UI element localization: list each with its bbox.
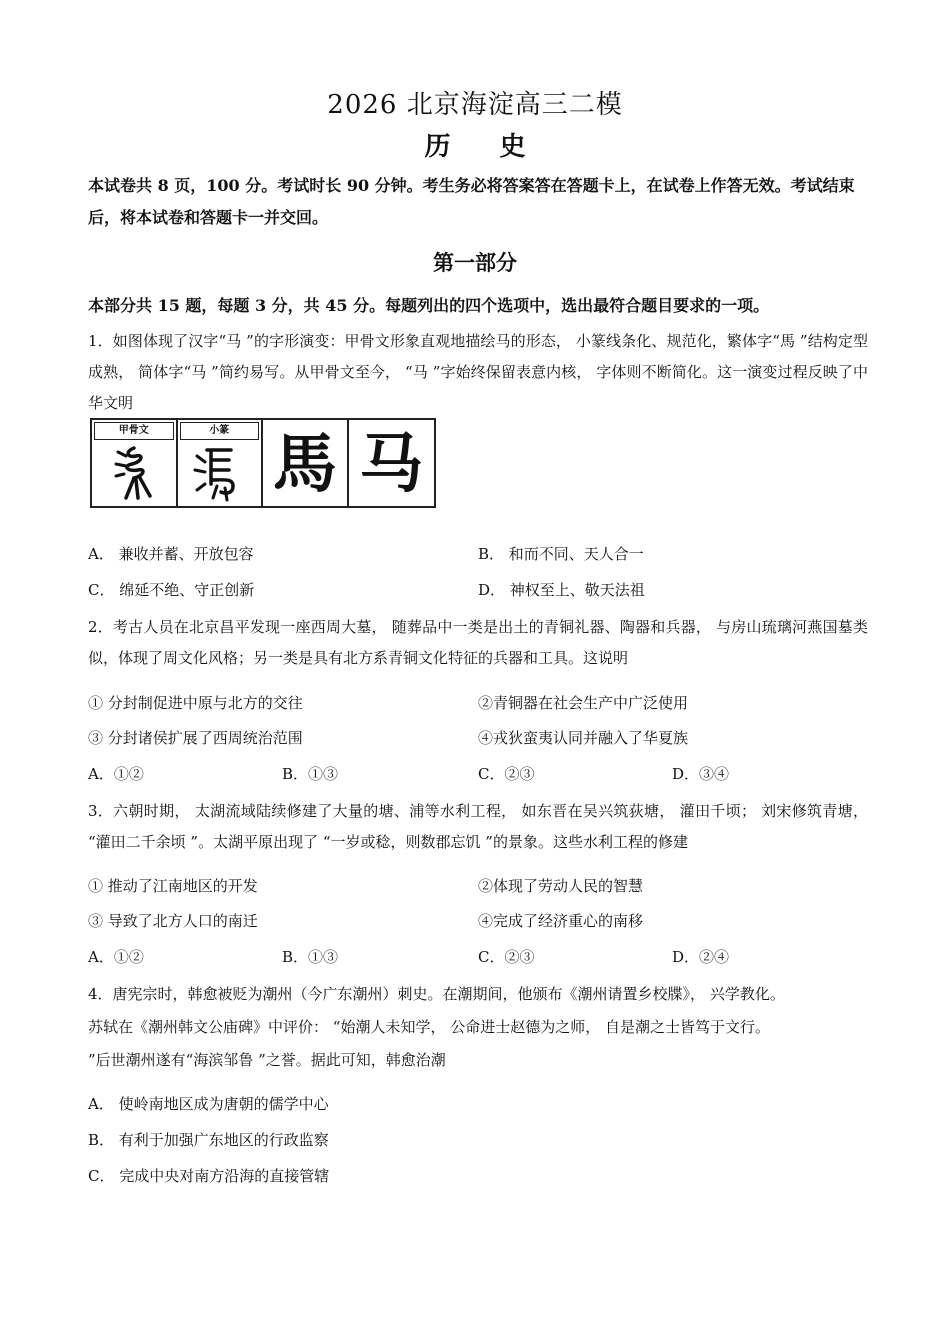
q2-item-4: ④戎狄蛮夷认同并融入了华夏族: [478, 729, 689, 747]
q4-option-a: A． 使岭南地区成为唐朝的儒学中心: [88, 1095, 329, 1113]
q3-item-1: ① 推动了江南地区的开发: [88, 877, 258, 895]
small-seal-horse-glyph: [178, 444, 262, 502]
q3-option-a: A．①②: [88, 948, 144, 966]
q3-option-d: D．②④: [672, 948, 730, 966]
exam-notice: 本试卷共 8 页，100 分。考试时长 90 分钟。考生务必将答案答在答题卡上，在试卷上作答无效。考试结束后，将本试卷和答题卡一并交回。: [88, 176, 855, 227]
q2-option-c: C．②③: [478, 765, 535, 783]
question-4-stem-line-2: 苏轼在《潮州韩文公庙碑》中评价： “始潮人未知学， 公命进士赵德为之师， 自是潮之士皆笃于文行。: [88, 1018, 770, 1036]
oracle-bone-cell: [92, 420, 178, 506]
part-instruction: 本部分共 15 题，每题 3 分，共 45 分。每题列出的四个选项中，选出最符合题目要求的一项。: [88, 296, 770, 315]
small-seal-cell: [178, 420, 264, 506]
q3-item-2: ②体现了劳动人民的智慧: [478, 877, 644, 895]
q2-option-a: A．①②: [88, 765, 144, 783]
q2-option-b: B．①③: [282, 765, 339, 783]
q1-option-d: D． 神权至上、敬天法祖: [478, 581, 645, 599]
exam-title: 2026 北京海淀高三二模: [327, 90, 623, 120]
q2-item-1: ① 分封制促进中原与北方的交往: [88, 694, 303, 712]
question-1-stem: 1．如图体现了汉字“马 ”的字形演变：甲骨文形象直观地描绘马的形态， 小篆线条化、规范化，繁体字“馬 ”结构定型成熟， 简体字“马 ”简约易写。从甲骨文至今， “马 ”字始终保留表意内核， 字体则不断简化。这一演变过程反映了中华文明: [88, 332, 868, 412]
horse-character-evolution-figure: [90, 418, 436, 508]
q2-item-3: ③ 分封诸侯扩展了西周统治范围: [88, 729, 303, 747]
q3-option-b: B．①③: [282, 948, 339, 966]
q1-option-a: A． 兼收并蓄、开放包容: [88, 545, 254, 563]
q1-option-b: B． 和而不同、天人合一: [478, 545, 644, 563]
small-seal-label: 小篆: [180, 422, 260, 440]
q3-option-c: C．②③: [478, 948, 535, 966]
question-4-stem-line-3: ”后世潮州遂有“海滨邹鲁 ”之誉。据此可知，韩愈治潮: [88, 1051, 446, 1069]
q3-item-3: ③ 导致了北方人口的南迁: [88, 912, 258, 930]
part-title: 第一部分: [433, 250, 517, 275]
q2-item-2: ②青铜器在社会生产中广泛使用: [478, 694, 689, 712]
q1-option-c: C． 绵延不绝、守正创新: [88, 581, 255, 599]
simplified-horse-char: 马: [359, 428, 424, 502]
simplified-char-cell: [349, 420, 434, 506]
q2-option-d: D．③④: [672, 765, 730, 783]
question-3-stem: 3．六朝时期， 太湖流域陆续修建了大量的塘、浦等水利工程， 如东晋在吴兴筑荻塘， 灌田千顷； 刘宋修筑青塘， “灌田二千余顷 ”。太湖平原出现了 “一岁或稔，则数郡忘饥 ”的景象。这些水利工程的修建: [88, 802, 868, 851]
oracle-bone-label: 甲骨文: [94, 422, 174, 440]
subject-title: 历 史: [424, 132, 526, 162]
q4-option-c: C． 完成中央对南方沿海的直接管辖: [88, 1167, 330, 1185]
question-2-stem: 2．考古人员在北京昌平发现一座西周大墓， 随葬品中一类是出土的青铜礼器、陶器和兵器， 与房山琉璃河燕国墓类似，体现了周文化风格；另一类是具有北方系青铜文化特征的兵器和工具。这说明: [88, 618, 868, 667]
traditional-horse-char: 馬: [272, 428, 337, 502]
q4-option-b: B． 有利于加强广东地区的行政监察: [88, 1131, 329, 1149]
q3-item-4: ④完成了经济重心的南移: [478, 912, 644, 930]
oracle-bone-horse-glyph: [92, 444, 176, 502]
question-4-stem-line-1: 4．唐宪宗时，韩愈被贬为潮州（今广东潮州）刺史。在潮期间，他颁布《潮州请置乡校牒》， 兴学教化。: [88, 985, 785, 1003]
traditional-char-cell: [263, 420, 349, 506]
